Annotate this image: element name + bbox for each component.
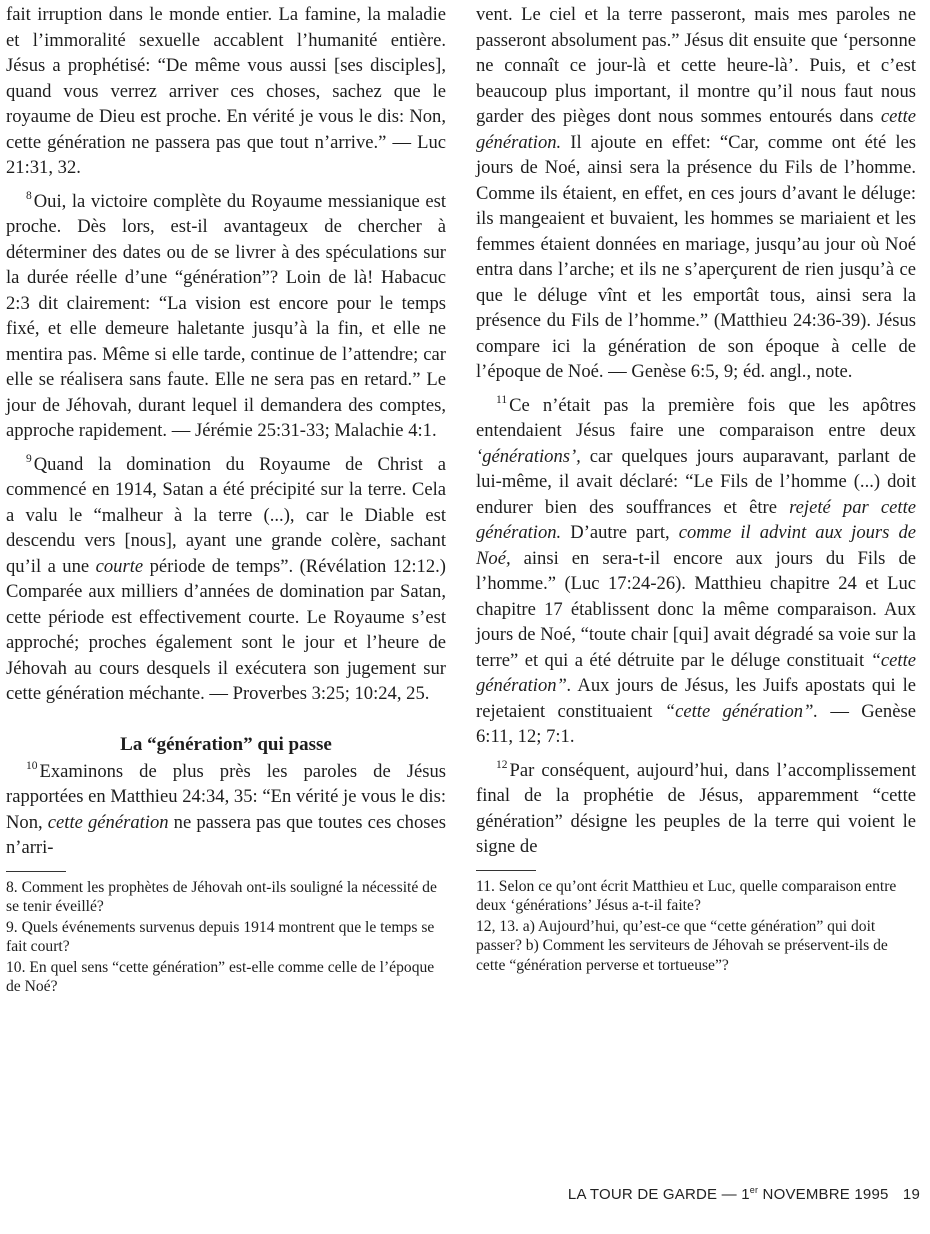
paragraph-11 — [476, 393, 916, 750]
magazine-title: LA TOUR DE GARDE — — [567, 1186, 737, 1203]
footnote-divider — [476, 870, 536, 871]
italic-text: cette génération. — [476, 106, 916, 153]
study-question: 9. Quels événements survenus depuis 1914 montrent que le temps se fait court? — [6, 918, 435, 955]
study-questions-left — [6, 878, 446, 997]
paragraph-number: 8 — [26, 190, 32, 203]
text-run: fait irruption dans le monde entier. La famine, la maladie et l’immoralité sexuelle accablent l’humanité entière. Jésus a prophétisé: “De même vous aussi [ses disciples], quand vous verrez arriver ces choses, sachez que le royaume de Dieu est proche. En vérité je vous le dis: Non, cette génération ne passera pas que tout n’arrive.” — Luc 21:31, 32. — [6, 4, 446, 178]
study-question: 8. Comment les prophètes de Jéhovah ont-ils souligné la nécessité de se tenir éveillé? — [6, 878, 437, 915]
italic-text: rejeté par cette génération. — [476, 496, 916, 543]
left-column — [6, 2, 446, 998]
paragraph-8 — [6, 189, 446, 444]
issue-date: NOVEMBRE 1995 — [762, 1186, 889, 1203]
footnote-divider — [6, 871, 66, 872]
text-run: Par conséquent, aujourd’hui, dans l’accomplissement final de la prophétie de Jésus, apparemment “cette génération” désigne les peuples de la terre qui voient le signe de — [476, 759, 916, 857]
paragraph-text — [6, 454, 446, 705]
text-run: vent. Le ciel et la terre passeront, mais mes paroles ne passeront absolument pas.” Jésus dit ensuite que ‘personne ne connaît ce jour-là et cette heure-là’. Puis, et c’est beaucoup plus important, il montre qu’il nous faut nous garder des pièges dont nous sommes entourés dans — [476, 4, 916, 127]
italic-text: cette génération — [47, 811, 169, 833]
study-question: 11. Selon ce qu’ont écrit Matthieu et Luc, quelle comparaison entre deux ‘générations’ Jésus a-t-il faite? — [476, 877, 897, 914]
paragraph-10 — [6, 759, 446, 861]
paragraph-9 — [6, 452, 446, 707]
paragraph-text — [6, 191, 446, 442]
italic-text: ‘générations’, — [476, 445, 581, 467]
text-run: ainsi en sera-t-il encore aux jours du Fils de l’homme.” (Luc 17:24-26). Matthieu chapitre 24 et Luc chapitre 17 établissent donc la même comparaison. Aux jours de Noé, “toute chair [qui] avait dégradé sa voie sur la terre” et qui a été détruite par le déluge constituait — [476, 547, 916, 671]
issue-day: 1 — [741, 1186, 750, 1203]
text-run: Aux jours de Jésus, les Juifs apostats qui le rejetaient constituaient — [476, 675, 916, 722]
text-run: période de temps”. (Révélation 12:12.) Comparée aux milliers d’années de domination par Satan, cette période est effectivement courte. Le Royaume s’est approché; proches également sont le jour et l’heure de Jéhovah au cours desquels il exécutera son jugement sur cette génération méchante. — Proverbes 3:25; 10:24, 25. — [6, 555, 446, 704]
italic-text: courte — [95, 555, 144, 577]
paragraph-10-continued — [476, 2, 916, 385]
text-run: D’autre part, — [561, 522, 679, 543]
italic-text: “cette génération”. — [664, 700, 819, 722]
paragraph-number: 10 — [26, 760, 38, 773]
paragraph-text — [6, 761, 446, 859]
text-run: car quelques jours auparavant, parlant de lui-même, il avait déclaré: “Le Fils de l’homme (...) doit endurer bien des souffrances et être — [476, 445, 916, 518]
study-question: 10. En quel sens “cette génération” est-elle comme celle de l’époque de Noé? — [6, 958, 435, 995]
text-run: ne passera pas que toutes ces choses n’arri- — [6, 811, 446, 858]
right-column — [476, 2, 916, 976]
study-question: 12, 13. a) Aujourd’hui, qu’est-ce que “cette génération” qui doit passer? b) Comment les serviteurs de Jéhovah se préservent-ils de cette “génération perverse et tortueuse”? — [476, 917, 888, 974]
page-number: 19 — [902, 1186, 920, 1203]
text-run: Examinons de plus près les paroles de Jésus rapportées en Matthieu 24:34, 35: “En vérité je vous le dis: Non, — [6, 760, 446, 833]
paragraph-12 — [476, 758, 916, 860]
paragraph-number: 12 — [496, 759, 508, 772]
text-run: Oui, la victoire complète du Royaume messianique est proche. Dès lors, est-il avantageux de chercher à déterminer des dates ou de se livrer à des spéculations sur la durée réelle d’une “génération”? Loin de là! Habacuc 2:3 dit clairement: “La vision est encore pour le temps fixé, et elle demeure haletante jusqu’à la fin, et elle ne mentira pas. Même si elle tarde, continue de l’attendre; car elle se réalisera sans faute. Elle ne sera pas en retard.” Le jour de Jéhovah, durant lequel il demandera des comptes, approche rapidement. — Jérémie 25:31-33; Malachie 4:1. — [6, 190, 446, 441]
paragraph-text — [476, 760, 916, 858]
study-questions-right — [476, 877, 916, 976]
text-run: Il ajoute en effet: “Car, comme ont été les jours de Noé, ainsi sera la présence du Fils de l’homme. Comme ils étaient, en effet, en ces jours d’avant le déluge: ils mangeaient et buvaient, les hommes se mariaient et les femmes étaient données en mariage, jusqu’au jour où Noé entra dans l’arche; et ils ne s’aperçurent de rien jusqu’à ce que le déluge vînt et les emportât tous, ainsi sera la présence du Fils de l’homme.” (Matthieu 24:36-39). Jésus compare ici la génération de son époque à celle de l’époque de Noé. — Genèse 6:5, 9; éd. angl., note. — [476, 131, 916, 382]
italic-text: comme il advint aux jours de Noé, — [476, 522, 916, 569]
paragraph-7-continued — [6, 2, 446, 181]
page-footer — [540, 1185, 920, 1203]
section-subheading: La “génération” qui passe — [120, 733, 332, 755]
italic-text: “cette génération”. — [476, 649, 916, 696]
issue-day-suffix: er — [749, 1185, 759, 1195]
paragraph-number: 9 — [26, 453, 32, 466]
text-run: — Genèse 6:11, 12; 7:1. — [476, 700, 916, 747]
text-run: Quand la domination du Royaume de Christ a commencé en 1914, Satan a été précipité sur la terre. Cela a valu le “malheur à la terre (...), car le Diable est descendu vers [nous], ayant une grande colère, sachant qu’il a une — [6, 453, 446, 577]
text-run: Ce n’était pas la première fois que les apôtres entendaient Jésus faire une comparaison entre deux — [476, 394, 916, 441]
paragraph-text — [476, 395, 916, 748]
paragraph-number: 11 — [496, 394, 508, 407]
